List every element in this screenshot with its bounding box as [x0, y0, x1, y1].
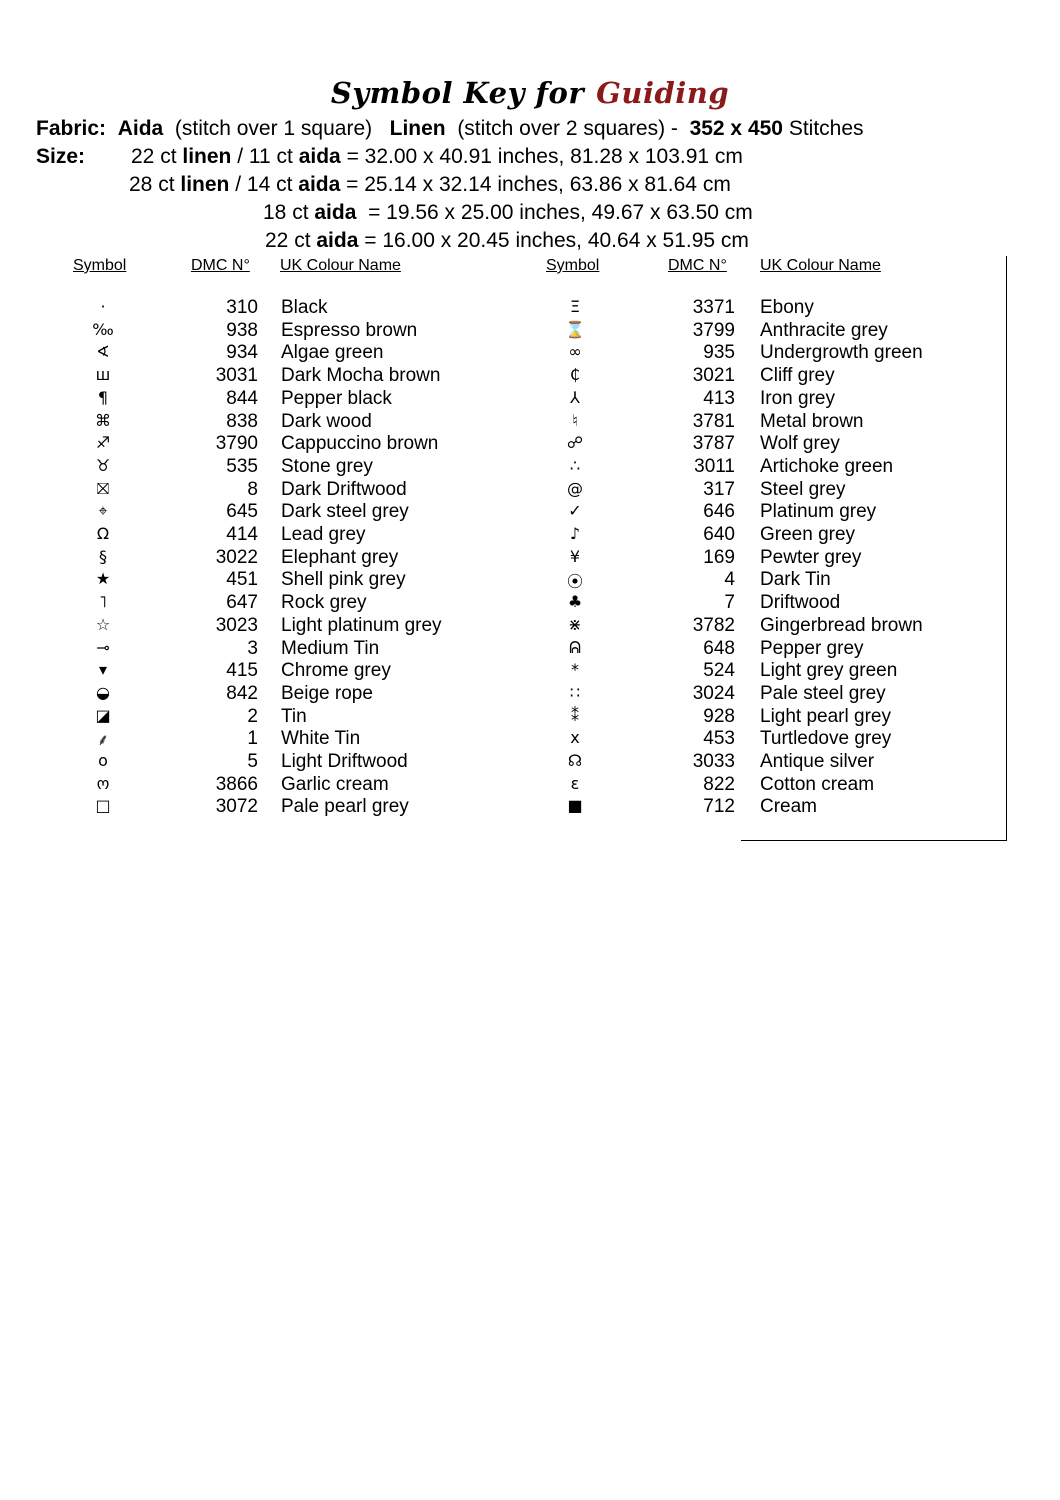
size-line-pre: 28 ct [129, 173, 181, 196]
dmc-number: 1 [247, 728, 258, 750]
table-bottom-border [741, 840, 1007, 841]
down-triangle-icon: ▾ [98, 660, 108, 680]
colour-name: Pale steel grey [760, 682, 886, 704]
dmc-number: 2 [247, 705, 258, 727]
white-star-icon: ☆ [95, 614, 111, 634]
fabric-aida-note: (stitch over 1 square) [174, 117, 373, 140]
size-line [265, 229, 749, 253]
dmc-number: 3787 [692, 433, 735, 455]
cedi-icon: ₵ [569, 365, 581, 385]
size-line-b2: aida [298, 173, 341, 196]
header-dmc-left: DMC N° [191, 257, 250, 274]
header-dmc-right: DMC N° [668, 257, 727, 274]
dmc-number: 3033 [692, 751, 735, 772]
omega-icon: Ω [96, 524, 110, 543]
dot-icon: · [100, 297, 106, 316]
colour-name: Artichoke green [760, 455, 894, 477]
dmc-number: 451 [226, 569, 258, 591]
dmc-number: 938 [226, 319, 258, 341]
colour-name: Gingerbread brown [760, 614, 923, 636]
size-line [263, 201, 753, 225]
half-circle-icon: ◒ [96, 682, 110, 702]
size-line-pre: 22 ct [131, 145, 183, 168]
size-line-b2: aida [316, 229, 359, 252]
proportion-icon: ∷ [569, 682, 581, 702]
colour-name: Beige rope [281, 682, 373, 704]
georgian-m-icon: ო [96, 773, 110, 793]
colour-name: Garlic cream [281, 773, 389, 795]
stitch-word: Stitches [788, 117, 864, 140]
fabric-linen-note: (stitch over 2 squares) - [457, 117, 678, 140]
colour-name: Turtledove grey [760, 728, 892, 750]
turned-y-icon: ⅄ [570, 387, 580, 407]
page-title [0, 76, 1060, 110]
colour-name: Cream [760, 796, 818, 818]
dmc-number: 822 [703, 773, 735, 795]
xi-icon: Ξ [569, 297, 581, 316]
colour-name: Light Driftwood [281, 751, 408, 772]
colour-name: Ebony [760, 297, 814, 318]
colour-name: Pepper black [281, 387, 392, 409]
black-star-icon: ★ [95, 569, 111, 589]
colour-name: Undergrowth green [760, 342, 923, 364]
opposition-icon: ☍ [566, 433, 584, 453]
dmc-number: 8 [247, 478, 258, 500]
dmc-number: 3371 [692, 297, 735, 318]
check-icon: ✓ [568, 501, 582, 521]
colour-name: Cotton cream [760, 773, 875, 795]
colour-name: Elephant grey [281, 546, 399, 568]
header-symbol-right: Symbol [546, 257, 600, 274]
colour-name: Chrome grey [281, 660, 391, 682]
corner-icon: ˥ [99, 592, 107, 612]
header-name-left: UK Colour Name [280, 257, 401, 274]
club-icon: ♣ [567, 592, 583, 612]
angle-icon: ∢ [96, 342, 110, 362]
division-times-icon: ⋇ [568, 614, 582, 634]
natural-icon: ♮ [572, 410, 578, 430]
size-line-post: = 25.14 x 32.14 inches, 63.86 x 81.64 cm [340, 173, 731, 196]
asterisk-icon: * [571, 660, 579, 680]
infinity-icon: ∞ [568, 342, 582, 362]
colour-name: Medium Tin [281, 637, 380, 659]
dmc-number: 524 [703, 660, 735, 682]
dmc-number: 317 [703, 478, 735, 500]
size-line-pre: 22 ct [265, 229, 317, 252]
arch-icon: ᕱ [569, 637, 581, 657]
half-square-icon: ◪ [95, 705, 111, 725]
dmc-number: 453 [703, 728, 735, 750]
colour-name: Pale pearl grey [281, 796, 409, 818]
dmc-number: 3799 [692, 319, 735, 341]
colour-name: Dark Tin [760, 569, 831, 591]
letter-o-icon: o [98, 751, 108, 770]
dmc-number: 7 [724, 592, 735, 614]
title-prefix: Symbol Key for [330, 76, 585, 110]
dmc-number: 3072 [215, 796, 258, 818]
size-line [129, 173, 731, 197]
colour-name: Pewter grey [760, 546, 862, 568]
yen-icon: ¥ [569, 546, 581, 566]
open-e-icon: ɛ [570, 773, 580, 793]
size-line-b2: aida [298, 145, 341, 168]
stitch-count: 352 x 450 [689, 117, 783, 140]
colour-name: Stone grey [281, 455, 373, 477]
dmc-number: 3011 [694, 455, 735, 477]
header-symbol-left: Symbol [73, 257, 127, 274]
crosshair-icon: ⌖ [98, 501, 108, 521]
dmc-number: 3866 [215, 773, 258, 795]
at-icon: @ [567, 478, 583, 498]
ascending-node-icon: ☊ [567, 751, 583, 770]
colour-name: Steel grey [760, 478, 846, 500]
dmc-number: 928 [703, 705, 735, 727]
colour-name: Cappuccino brown [281, 433, 439, 455]
size-label: Size: [36, 145, 86, 168]
fabric-label: Fabric: [36, 117, 107, 140]
colour-name: Antique silver [760, 751, 875, 772]
colour-name: Metal brown [760, 410, 864, 432]
size-line-b1: linen [182, 145, 232, 168]
colour-name: Driftwood [760, 592, 841, 614]
colour-name: Anthracite grey [760, 319, 888, 341]
dmc-number: 645 [226, 501, 258, 523]
colour-name: Wolf grey [760, 433, 840, 455]
colour-name: Pepper grey [760, 637, 864, 659]
dmc-number: 3024 [692, 682, 735, 704]
note-icon: ♪ [569, 524, 581, 543]
letter-x-icon: x [570, 728, 580, 748]
fabric-line [36, 117, 864, 141]
dmc-number: 640 [703, 524, 735, 545]
colour-name: Green grey [760, 524, 856, 545]
dmc-number: 413 [703, 387, 735, 409]
dmc-number: 838 [226, 410, 258, 432]
per-mille-icon: ‰ [92, 319, 114, 339]
title-design-name: Guiding [596, 76, 730, 110]
colour-name: Algae green [281, 342, 384, 364]
sagittarius-icon: ♐ [95, 433, 111, 453]
multimap-icon: ⊸ [96, 637, 110, 657]
dmc-number: 648 [703, 637, 735, 659]
dmc-number: 3021 [692, 365, 735, 387]
colour-name: Espresso brown [281, 319, 418, 341]
pilcrow-icon: ¶ [97, 387, 109, 407]
dmc-number: 647 [226, 592, 258, 614]
taurus-icon: ♉ [95, 455, 111, 475]
colour-name: Light pearl grey [760, 705, 891, 727]
colour-name: Lead grey [281, 524, 366, 545]
dmc-number: 3781 [692, 410, 735, 432]
dmc-number: 3790 [215, 433, 258, 455]
colour-name: Light grey green [760, 660, 898, 682]
colour-name: Cliff grey [760, 365, 835, 387]
dmc-number: 3023 [215, 614, 258, 636]
size-line-mid: / 14 ct [229, 173, 299, 196]
fabric-aida: Aida [117, 117, 164, 140]
colour-name: Platinum grey [760, 501, 877, 523]
black-square-icon: ■ [567, 796, 583, 816]
dmc-number: 934 [226, 342, 258, 364]
dmc-number: 414 [226, 524, 258, 545]
dmc-number: 712 [703, 796, 735, 818]
boxed-star-icon: ⛝ [96, 478, 110, 498]
section-icon: § [99, 546, 107, 566]
colour-name: Rock grey [281, 592, 367, 614]
dmc-number: 646 [703, 501, 735, 523]
dmc-number: 842 [226, 682, 258, 704]
size-line-b2: aida [314, 201, 357, 224]
fabric-linen: Linen [389, 117, 446, 140]
dmc-number: 535 [226, 455, 258, 477]
colour-name: Dark wood [281, 410, 372, 432]
colour-name: Light platinum grey [281, 614, 442, 636]
size-line [131, 145, 743, 169]
colour-name: Dark Mocha brown [281, 365, 441, 387]
size-line-post: = 32.00 x 40.91 inches, 81.28 x 103.91 cm [340, 145, 743, 168]
therefore-icon: ∴ [569, 455, 581, 475]
dmc-number: 3022 [215, 546, 258, 568]
dmc-number: 415 [226, 660, 258, 682]
double-asterisk-icon: ⁑ [571, 705, 579, 725]
dmc-number: 5 [247, 751, 258, 772]
header-name-right: UK Colour Name [760, 257, 881, 274]
dmc-number: 169 [703, 546, 735, 568]
hourglass-icon: ⌛ [565, 319, 585, 339]
command-icon: ⌘ [95, 410, 111, 430]
colour-name: Shell pink grey [281, 569, 406, 591]
colour-name: White Tin [281, 728, 361, 750]
circled-dot-icon: ⦿ [566, 572, 583, 592]
white-square-icon: □ [95, 796, 111, 816]
dmc-number: 844 [226, 387, 258, 409]
size-line-post: = 16.00 x 20.45 inches, 40.64 x 51.95 cm [358, 229, 749, 252]
table-right-border [1006, 256, 1007, 840]
size-line-post: = 19.56 x 25.00 inches, 49.67 x 63.50 cm [356, 201, 753, 224]
size-line-b1: linen [180, 173, 230, 196]
dmc-number: 310 [226, 297, 258, 318]
dmc-number: 935 [703, 342, 735, 364]
colour-name: Dark steel grey [281, 501, 409, 523]
dmc-number: 3 [247, 637, 258, 659]
size-line-mid: / 11 ct [231, 145, 299, 168]
sha-icon: ш [95, 365, 111, 385]
colour-name: Dark Driftwood [281, 478, 407, 500]
dmc-number: 3031 [215, 365, 258, 387]
colour-name: Tin [281, 705, 307, 727]
colour-name: Iron grey [760, 387, 835, 409]
dmc-number: 3782 [692, 614, 735, 636]
leaf-icon: ⸙ [96, 730, 109, 750]
size-line-pre: 18 ct [263, 201, 315, 224]
colour-name: Black [281, 297, 328, 318]
dmc-number: 4 [724, 569, 735, 591]
